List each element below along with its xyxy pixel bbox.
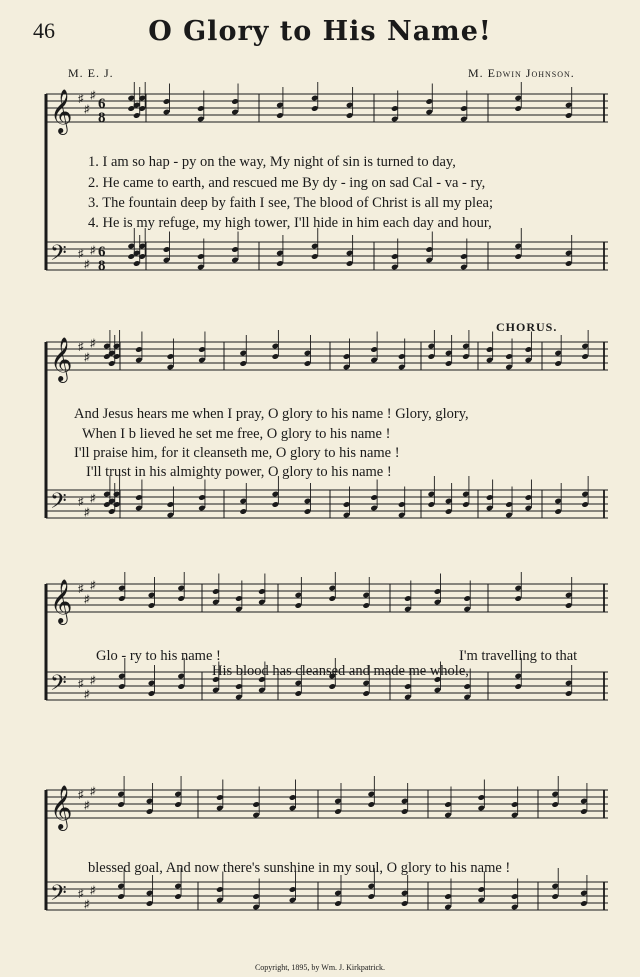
staff-engraving (46, 776, 608, 911)
staff-engraving (46, 572, 608, 701)
system-3-lyric-1: Glo - ry to his name ! (96, 648, 221, 664)
svg-text:𝄞: 𝄞 (50, 579, 73, 623)
svg-text:♯: ♯ (78, 248, 84, 260)
svg-text:♯: ♯ (78, 93, 84, 105)
svg-text:𝄞: 𝄞 (50, 785, 73, 829)
svg-text:♯: ♯ (90, 884, 96, 897)
svg-text:♯: ♯ (90, 244, 96, 257)
svg-text:♯: ♯ (84, 799, 90, 812)
chorus-label: CHORUS. (496, 320, 558, 334)
svg-text:𝄢: 𝄢 (50, 489, 67, 519)
verse-1-line: 1. I am so hap - py on the way, My night of sin is turned to day, (88, 154, 456, 170)
verse-4-line: 4. He is my refuge, my high tower, I'll hide in him each day and hour, (88, 215, 492, 231)
staff-engraving (46, 330, 608, 519)
svg-text:♯: ♯ (84, 506, 90, 519)
svg-text:♯: ♯ (78, 341, 84, 353)
system-2-lyric-3: I'll praise him, for it cleanseth me, O glory to his name ! (74, 445, 400, 461)
system-2-lyric-4: I'll trust in his almighty power, O glory to his name ! (86, 464, 392, 480)
svg-text:♯: ♯ (78, 496, 84, 508)
svg-text:8: 8 (98, 258, 106, 274)
verse-3-line: 3. The fountain deep by faith I see, The blood of Christ is all my plea; (88, 195, 493, 211)
svg-text:8: 8 (98, 110, 106, 126)
svg-text:♯: ♯ (78, 888, 84, 900)
svg-text:♯: ♯ (90, 337, 96, 350)
system-4-lyric-1: blessed goal, And now there's sunshine in my soul, O glory to his name ! (88, 860, 511, 876)
hymn-title: O Glory to His Name! (148, 16, 492, 47)
svg-text:♯: ♯ (84, 898, 90, 911)
system-3-lyric-2: I'm travelling to that (459, 648, 578, 664)
svg-text:♯: ♯ (84, 688, 90, 701)
verse-2-line: 2. He came to earth, and rescued me By dy - ing on sad Cal - va - ry, (88, 175, 486, 191)
svg-text:♯: ♯ (84, 103, 90, 116)
svg-text:𝄢: 𝄢 (50, 671, 67, 701)
music-credit: M. Edwin Johnson. (468, 66, 575, 80)
svg-text:♯: ♯ (84, 351, 90, 364)
svg-text:𝄢: 𝄢 (50, 241, 67, 271)
page-number: 46 (33, 18, 55, 43)
svg-text:♯: ♯ (78, 678, 84, 690)
system-3-lyric-3: His blood has cleansed and made me whole, (212, 663, 469, 679)
svg-text:♯: ♯ (90, 674, 96, 687)
svg-text:6: 6 (98, 96, 106, 112)
svg-text:♯: ♯ (90, 492, 96, 505)
copyright-line: Copyright, 1895, by Wm. J. Kirkpatrick. (254, 963, 386, 972)
svg-text:♯: ♯ (90, 579, 96, 592)
svg-text:♯: ♯ (84, 593, 90, 606)
words-credit: M. E. J. (68, 66, 114, 80)
svg-text:♯: ♯ (90, 785, 96, 798)
svg-text:♯: ♯ (78, 789, 84, 801)
svg-text:♯: ♯ (84, 258, 90, 271)
svg-text:♯: ♯ (78, 583, 84, 595)
svg-text:𝄞: 𝄞 (50, 337, 73, 381)
system-2-lyric-1: And Jesus hears me when I pray, O glory to his name ! Glory, glory, (74, 406, 469, 422)
svg-text:6: 6 (98, 244, 106, 260)
svg-text:𝄞: 𝄞 (50, 89, 73, 133)
system-2-lyric-2: When I b lieved he set me free, O glory to his name ! (82, 426, 391, 442)
svg-text:♯: ♯ (90, 89, 96, 102)
svg-text:𝄢: 𝄢 (50, 881, 67, 911)
